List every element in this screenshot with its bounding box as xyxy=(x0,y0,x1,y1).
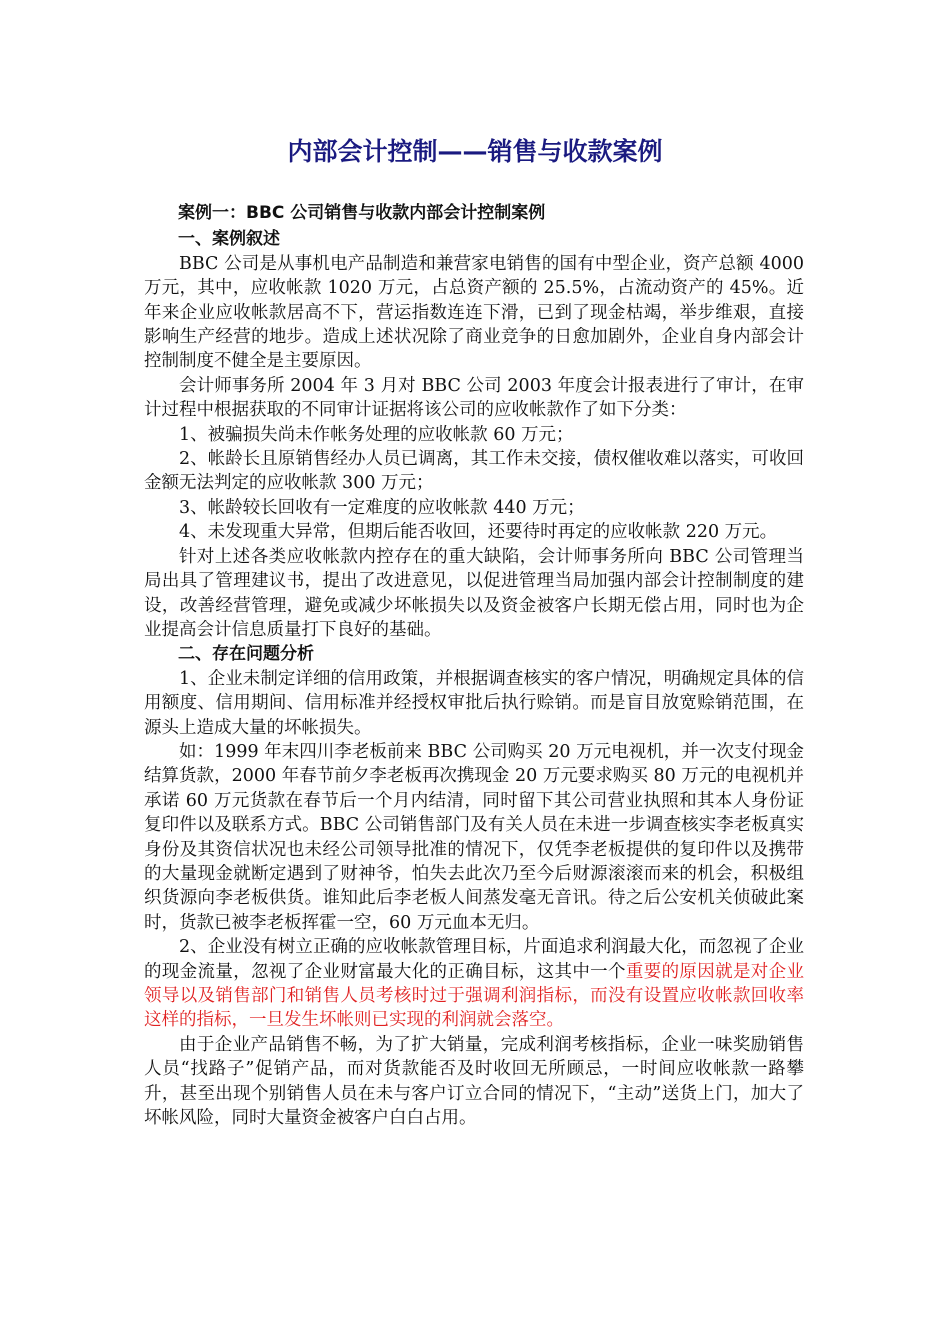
paragraph-7: 由于企业产品销售不畅，为了扩大销量，完成利润考核指标，企业一味奖励销售人员“找路子”促销产品，而对货款能否及时收回无所顾忌，一时间应收帐款一路攀升，甚至出现个别销售人员在未与客户订立合同的情况下，“主动”送货上门，加大了坏帐风险，同时大量资金被客户白白占用。 xyxy=(144,1034,804,1129)
list-item-4: 4、未发现重大异常，但期后能否收回，还要待时再定的应收帐款 220 万元。 xyxy=(179,522,778,543)
paragraph-5: 如：1999 年末四川李老板前来 BBC 公司购买 20 万元电视机，并一次支付现金结算货款，2000 年春节前夕李老板再次携现金 20 万元要求购买 80 万元的电视机并承诺 60 万元货款在春节后一个月内结清，同时留下其公司营业执照和其本人身份证复印件以及联系方式。BBC 公司销售部门及有关人员在未进一步调查核实李老板真实身份及其资信状况也未经公司领导批准的情况下，仅凭李老板提供的复印件以及携带的大量现金就断定遇到了财神爷，怕失去此次乃至今后财源滚滚而来的机会，积极组织货源向李老板供货。谁知此后李老板人间蒸发毫无音讯。待之后公安机关侦破此案时，货款已被李老板挥霍一空，60 万元血本无归。 xyxy=(144,741,804,933)
section-heading-1: 一、案例叙述 xyxy=(178,229,280,250)
document-title: 内部会计控制——销售与收款案例 xyxy=(287,137,663,166)
paragraph-2: 会计师事务所 2004 年 3 月对 BBC 公司 2003 年度会计报表进行了审计，在审计过程中根据获取的不同审计证据将该公司的应收帐款作了如下分类： xyxy=(144,375,804,421)
paragraph-3: 针对上述各类应收帐款内控存在的重大缺陷，会计师事务所向 BBC 公司管理当局出具了管理建议书，提出了改进意见，以促进管理当局加强内部会计控制制度的建设，改善经营管理，避免或减少坏帐损失以及资金被客户长期无偿占用，同时也为企业提高会计信息质量打下良好的基础。 xyxy=(144,546,804,640)
document-body xyxy=(144,201,804,1130)
case-title: 案例一：BBC 公司销售与收款内部会计控制案例 xyxy=(178,203,546,223)
list-item-2: 2、帐龄长且原销售经办人员已调离，其工作未交接，债权催收难以落实，可收回金额无法判定的应收帐款 300 万元； xyxy=(144,449,804,494)
paragraph-4: 1、企业未制定详细的信用政策，并根据调查核实的客户情况，明确规定具体的信用额度、信用期间、信用标准并经授权审批后执行赊销。而是盲目放宽赊销范围，在源头上造成大量的坏帐损失。 xyxy=(144,668,804,738)
list-item-1: 1、被骗损失尚未作帐务处理的应收帐款 60 万元； xyxy=(179,424,574,445)
section-heading-2: 二、存在问题分析 xyxy=(178,644,314,665)
list-item-3: 3、帐龄较长回收有一定难度的应收帐款 440 万元； xyxy=(179,497,585,518)
highlighted-text: 重要的原因就是对企业领导以及销售部门和销售人员考核时过于强调利润指标，而没有设置应收帐款回收率这样的指标，一旦发生坏帐则已实现的利润就会落空。 xyxy=(144,961,804,1031)
paragraph-1: BBC 公司是从事机电产品制造和兼营家电销售的国有中型企业，资产总额 4000 万元，其中，应收帐款 1020 万元，占总资产额的 25.5%，占流动资产的 45%。近年来企业应收帐款居高不下，营运指数连连下滑，已到了现金枯竭，举步维艰，直接影响生产经营的地步。造成上述状况除了商业竞争的日愈加剧外，企业自身内部会计控制制度不健全是主要原因。 xyxy=(144,253,804,372)
paragraph-6 xyxy=(144,935,804,1033)
paragraph-6-text: 2、企业没有树立正确的应收帐款管理目标，片面追求利润最大化，而忽视了企业的现金流量，忽视了企业财富最大化的正确目标，这其中一个 xyxy=(144,937,804,982)
